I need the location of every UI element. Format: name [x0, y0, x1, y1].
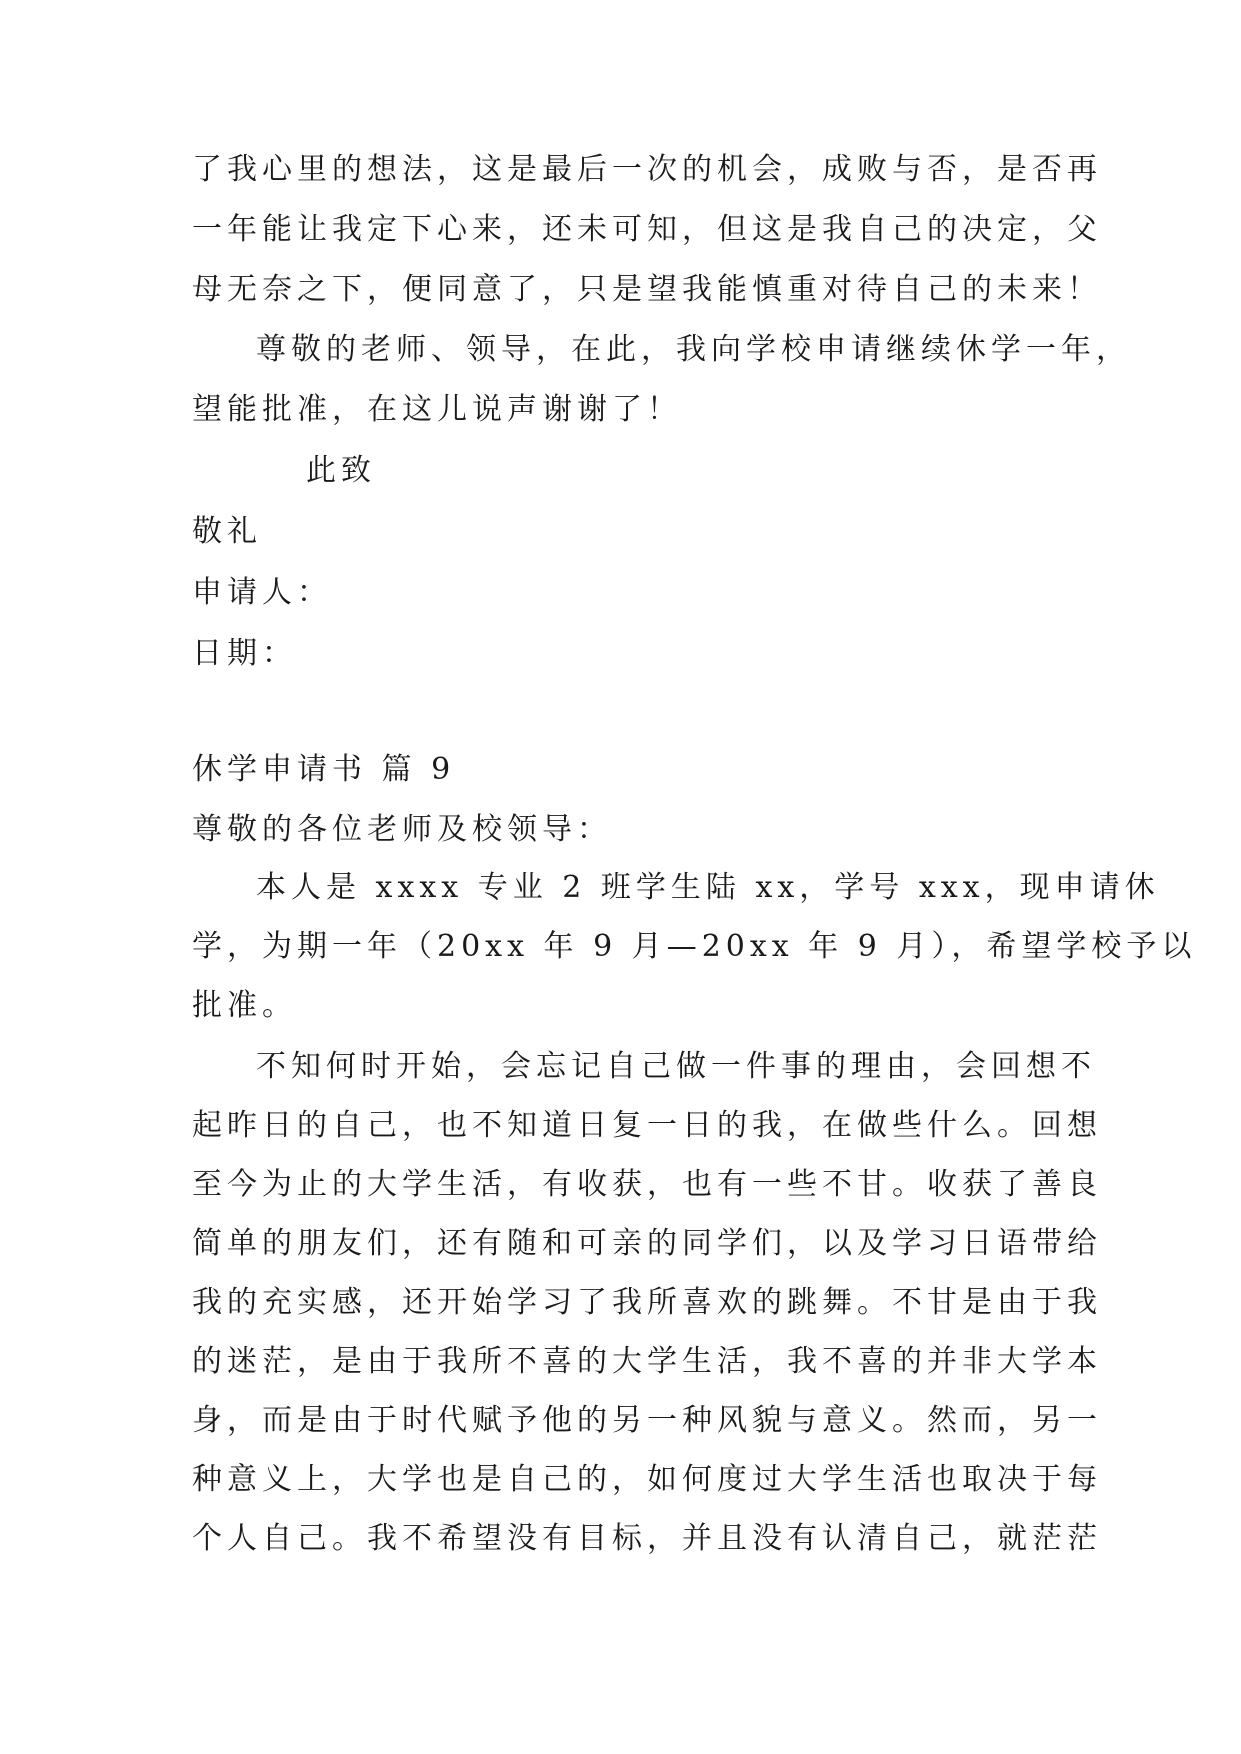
para1-line-2: 学，为期一年（20xx 年 9 月—20xx 年 9 月），希望学校予以	[192, 929, 1197, 964]
para1-line-1: 本人是 xxxx 专业 2 班学生陆 xx，学号 xxx，现申请休	[256, 870, 1160, 905]
para2-line-1: 不知何时开始，会忘记自己做一件事的理由，会回想不	[256, 1049, 1096, 1084]
applicant-label: 申请人：	[192, 575, 332, 610]
para2-line-8: 种意义上，大学也是自己的，如何度过大学生活也取决于每	[192, 1462, 1102, 1497]
para2-line-4: 简单的朋友们，还有随和可亲的同学们，以及学习日语带给	[192, 1226, 1102, 1261]
closing-jingli: 敬礼	[192, 514, 262, 549]
para2-line-2: 起昨日的自己，也不知道日复一日的我，在做些什么。回想	[192, 1108, 1102, 1143]
section-title: 休学申请书 篇 9	[192, 752, 456, 787]
para2-line-7: 身，而是由于时代赋予他的另一种风貌与意义。然而，另一	[192, 1403, 1102, 1438]
continuation-line-2: 一年能让我定下心来，还未可知，但这是我自己的决定，父	[192, 212, 1102, 247]
date-label: 日期：	[192, 636, 297, 671]
request-line-1: 尊敬的老师、领导，在此，我向学校申请继续休学一年，	[256, 332, 1131, 367]
continuation-line-1: 了我心里的想法，这是最后一次的机会，成败与否，是否再	[192, 152, 1102, 187]
closing-cizhi: 此致	[306, 453, 376, 488]
para2-line-3: 至今为止的大学生活，有收获，也有一些不甘。收获了善良	[192, 1167, 1102, 1202]
para1-line-3: 批准。	[192, 988, 297, 1023]
para2-line-5: 我的充实感，还开始学习了我所喜欢的跳舞。不甘是由于我	[192, 1285, 1102, 1320]
request-line-2: 望能批准，在这儿说声谢谢了！	[192, 392, 682, 427]
continuation-line-3: 母无奈之下，便同意了，只是望我能慎重对待自己的未来！	[192, 272, 1102, 307]
salutation: 尊敬的各位老师及校领导：	[192, 812, 612, 847]
para2-line-9: 个人自己。我不希望没有目标，并且没有认清自己，就茫茫	[192, 1521, 1102, 1556]
para2-line-6: 的迷茫，是由于我所不喜的大学生活，我不喜的并非大学本	[192, 1344, 1102, 1379]
